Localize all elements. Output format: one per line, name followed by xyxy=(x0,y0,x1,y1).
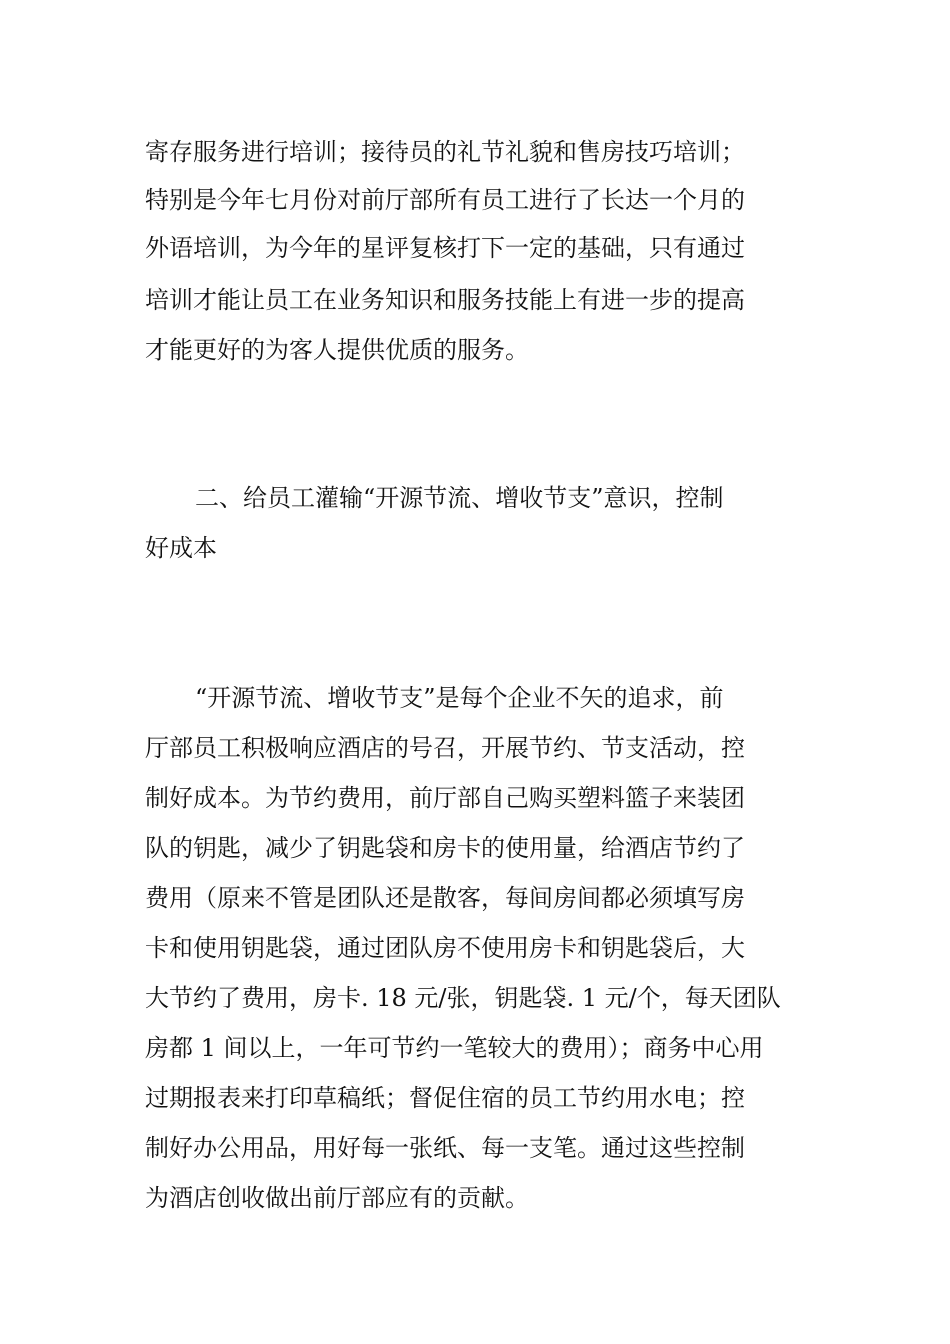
paragraph-3-line-8: 房都 1 间以上，一年可节约一笔较大的费用）；商务中心用 xyxy=(145,1034,764,1062)
paragraph-3-line-2: 厅部员工积极响应酒店的号召，开展节约、节支活动，控 xyxy=(145,734,745,762)
paragraph-1-line-5: 才能更好的为客人提供优质的服务。 xyxy=(145,336,529,364)
section-heading-line-2: 好成本 xyxy=(145,534,217,562)
paragraph-1-line-2: 特别是今年七月份对前厅部所有员工进行了长达一个月的 xyxy=(145,186,745,214)
paragraph-1-line-4: 培训才能让员工在业务知识和服务技能上有进一步的提高 xyxy=(145,286,745,314)
section-heading-line-1: 二、给员工灌输“开源节流、增收节支”意识，控制 xyxy=(195,484,724,512)
paragraph-1-line-1: 寄存服务进行培训；接待员的礼节礼貌和售房技巧培训； xyxy=(145,138,745,166)
paragraph-3-line-3: 制好成本。为节约费用，前厅部自己购买塑料篮子来装团 xyxy=(145,784,745,812)
paragraph-3-line-10: 制好办公用品，用好每一张纸、每一支笔。通过这些控制 xyxy=(145,1134,745,1162)
paragraph-3-line-5: 费用（原来不管是团队还是散客，每间房间都必须填写房 xyxy=(145,884,745,912)
paragraph-3-line-4: 队的钥匙，减少了钥匙袋和房卡的使用量，给酒店节约了 xyxy=(145,834,745,862)
paragraph-3-line-1: “开源节流、增收节支”是每个企业不矢的追求，前 xyxy=(195,684,724,712)
paragraph-3-line-9: 过期报表来打印草稿纸；督促住宿的员工节约用水电；控 xyxy=(145,1084,745,1112)
paragraph-3-line-6: 卡和使用钥匙袋，通过团队房不使用房卡和钥匙袋后，大 xyxy=(145,934,745,962)
paragraph-1-line-3: 外语培训，为今年的星评复核打下一定的基础，只有通过 xyxy=(145,234,745,262)
paragraph-3-line-7: 大节约了费用，房卡. 18 元/张，钥匙袋. 1 元/个，每天团队 xyxy=(145,984,781,1012)
paragraph-3-line-11: 为酒店创收做出前厅部应有的贡献。 xyxy=(145,1184,529,1212)
